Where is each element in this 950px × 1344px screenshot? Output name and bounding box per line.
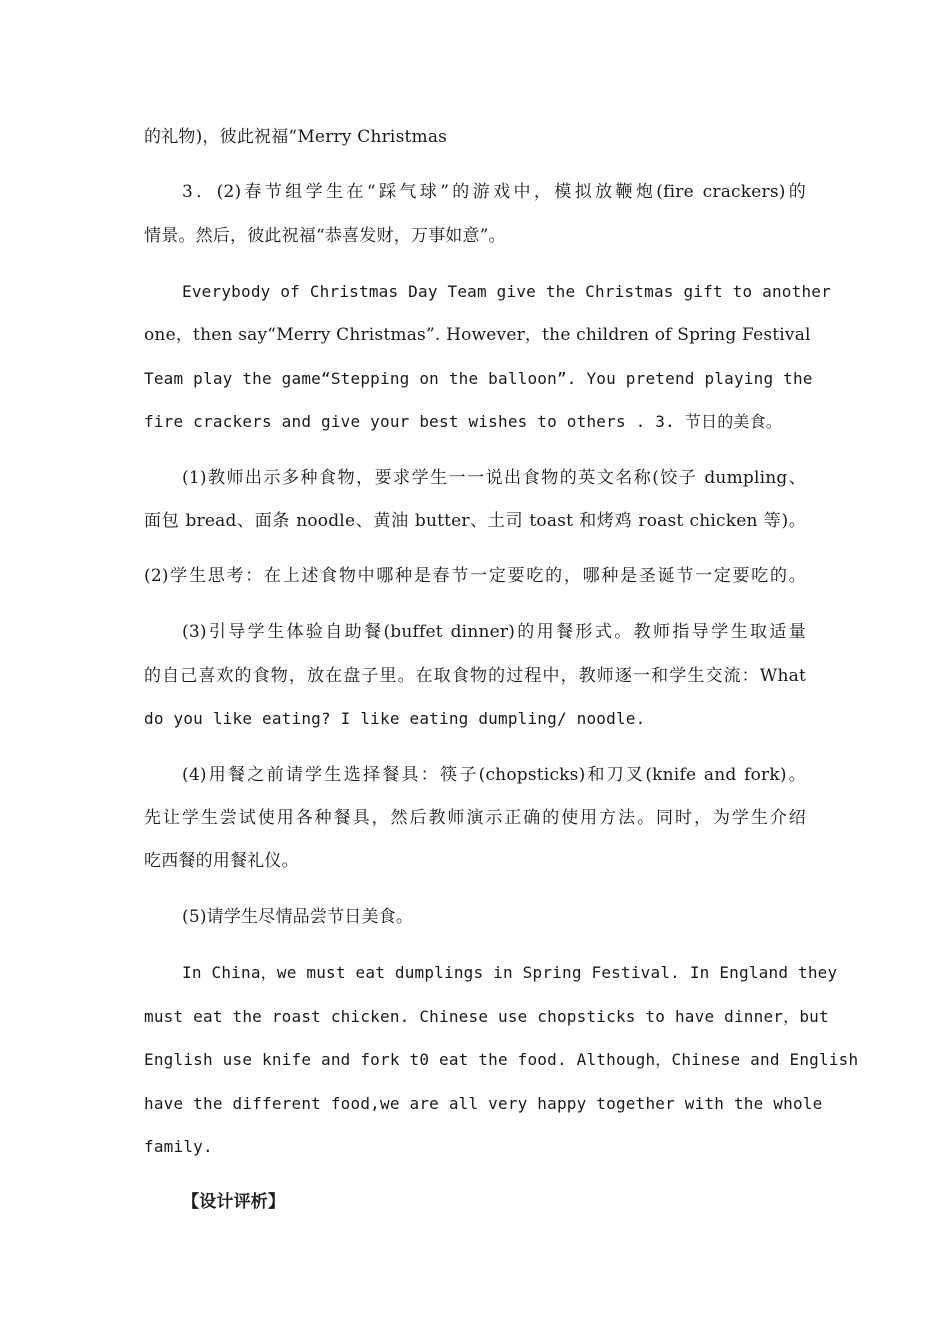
paragraph-line-1: 的礼物)，彼此祝福“Merry Christmas [144,127,448,147]
paragraph-line-9: 面包 bread、面条 noodle、黄油 butter、土司 toast 和烤鸡 roast chicken 等)。 [144,511,806,531]
section-heading: 【设计评析】 [182,1192,286,1212]
paragraph-line-15: 先让学生尝试使用各种餐具，然后教师演示正确的使用方法。同时，为学生介绍 [144,808,806,828]
paragraph-line-13: do you like eating? I like eating dumpling/ noodle. [144,709,646,728]
paragraph-line-8: (1)教师出示多种食物，要求学生一一说出食物的英文名称(饺子 dumpling、 [182,468,806,488]
paragraph-line-11: (3)引导学生体验自助餐(buffet dinner)的用餐形式。教师指导学生取适量 [182,622,806,642]
paragraph-line-4: Everybody of Christmas Day Team give the Christmas gift to another [182,282,831,301]
paragraph-line-21: have the different food,we are all very happy together with the whole [144,1094,823,1113]
paragraph-line-12: 的自己喜欢的食物，放在盘子里。在取食物的过程中，教师逐一和学生交流：What [144,666,806,686]
paragraph-line-7: fire crackers and give your best wishes to others . 3. 节日的美食。 [144,412,783,431]
paragraph-line-22: family. [144,1137,213,1156]
paragraph-line-5: one，then say“Merry Christmas”. However，the children of Spring Festival [144,325,811,345]
paragraph-line-19: must eat the roast chicken. Chinese use chopsticks to have dinner，but [144,1007,829,1026]
paragraph-line-10: (2)学生思考：在上述食物中哪种是春节一定要吃的，哪种是圣诞节一定要吃的。 [144,566,806,586]
paragraph-line-20: English use knife and fork t0 eat the food. Although，Chinese and English [144,1050,859,1069]
paragraph-line-18: In China，we must eat dumplings in Spring Festival. In England they [182,963,838,982]
paragraph-line-16: 吃西餐的用餐礼仪。 [144,851,299,871]
paragraph-line-17: (5)请学生尽情品尝节日美食。 [182,907,414,927]
paragraph-line-6: Team play the game“Stepping on the balloon”. You pretend playing the [144,369,813,388]
paragraph-line-14: (4)用餐之前请学生选择餐具：筷子(chopsticks)和刀叉(knife and fork)。 [182,765,806,785]
paragraph-line-2: 3．(2)春节组学生在“踩气球”的游戏中，模拟放鞭炮(fire crackers)的 [182,182,806,202]
paragraph-line-3: 情景。然后，彼此祝福“恭喜发财，万事如意”。 [144,226,506,246]
